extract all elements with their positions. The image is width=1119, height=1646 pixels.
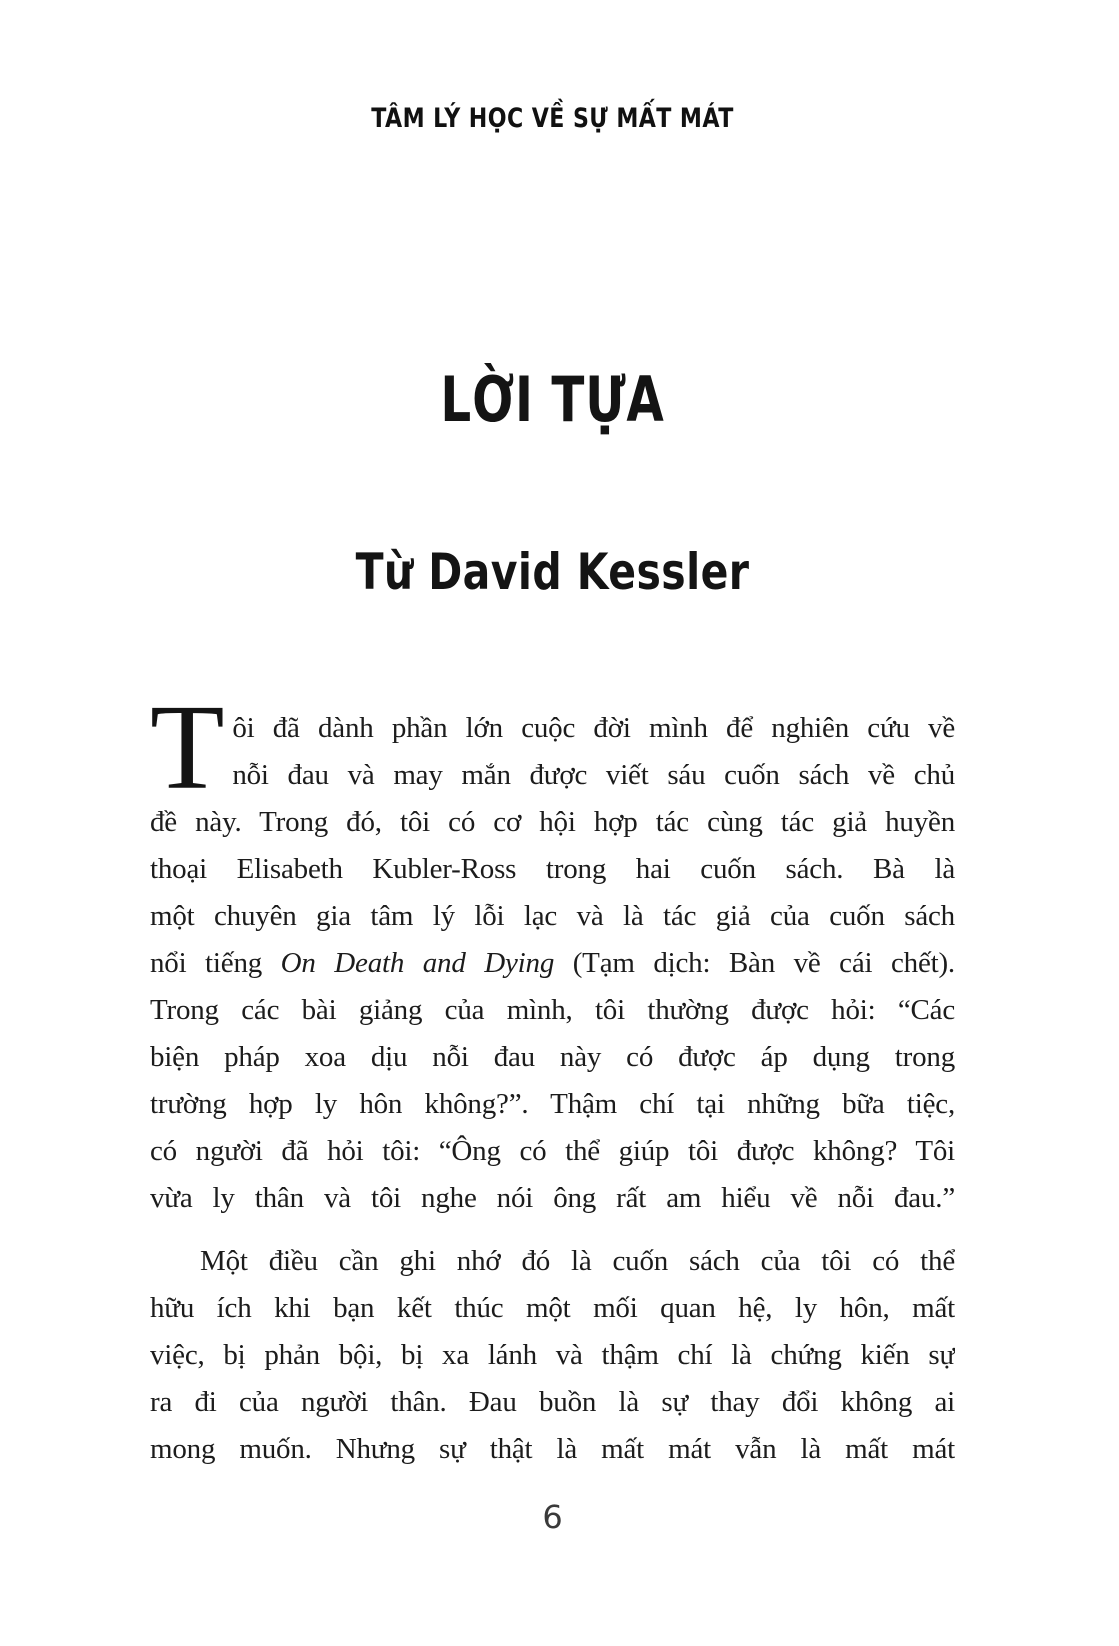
text-line: đề này. Trong đó, tôi có cơ hội hợp tác cùng tác giả huyền (150, 806, 955, 838)
page-number: 6 (542, 1498, 563, 1536)
text-line: mong muốn. Nhưng sự thật là mất mát vẫn là mất mát (150, 1433, 955, 1465)
drop-cap: T (150, 680, 225, 815)
text-line: Trong các bài giảng của mình, tôi thường được hỏi: “Các (150, 994, 955, 1026)
text-line: việc, bị phản bội, bị xa lánh và thậm chí là chứng kiến sự (150, 1339, 955, 1371)
body-text (150, 680, 955, 1473)
text-line: Một điều cần ghi nhớ đó là cuốn sách của tôi có thể (200, 1245, 955, 1277)
text-line: ôi đã dành phần lớn cuộc đời mình để nghiên cứu về (232, 712, 955, 744)
text-line: một chuyên gia tâm lý lỗi lạc và là tác giả của cuốn sách (150, 900, 955, 932)
text-line: nỗi đau và may mắn được viết sáu cuốn sách về chủ (232, 759, 955, 791)
paragraph (150, 680, 955, 1222)
chapter-subtitle: Từ David Kessler (355, 543, 750, 601)
text-line: nổi tiếng On Death and Dying (Tạm dịch: Bàn về cái chết). (150, 947, 955, 979)
text-line: trường hợp ly hôn không?”. Thậm chí tại những bữa tiệc, (150, 1088, 955, 1120)
text-line: thoại Elisabeth Kubler-Ross trong hai cuốn sách. Bà là (150, 853, 955, 885)
text-line: có người đã hỏi tôi: “Ông có thể giúp tôi được không? Tôi (150, 1135, 955, 1167)
paragraph (150, 1238, 955, 1473)
text-line: biện pháp xoa dịu nỗi đau này có được áp dụng trong (150, 1041, 955, 1073)
chapter-title: LỜI TỰA (440, 363, 665, 436)
running-head: TÂM LÝ HỌC VỀ SỰ MẤT MÁT (371, 103, 734, 134)
text-line: ra đi của người thân. Đau buồn là sự thay đổi không ai (150, 1386, 955, 1418)
text-column (150, 0, 955, 1646)
text-line: hữu ích khi bạn kết thúc một mối quan hệ, ly hôn, mất (150, 1292, 955, 1324)
text-line: vừa ly thân và tôi nghe nói ông rất am hiểu về nỗi đau.” (150, 1182, 955, 1214)
